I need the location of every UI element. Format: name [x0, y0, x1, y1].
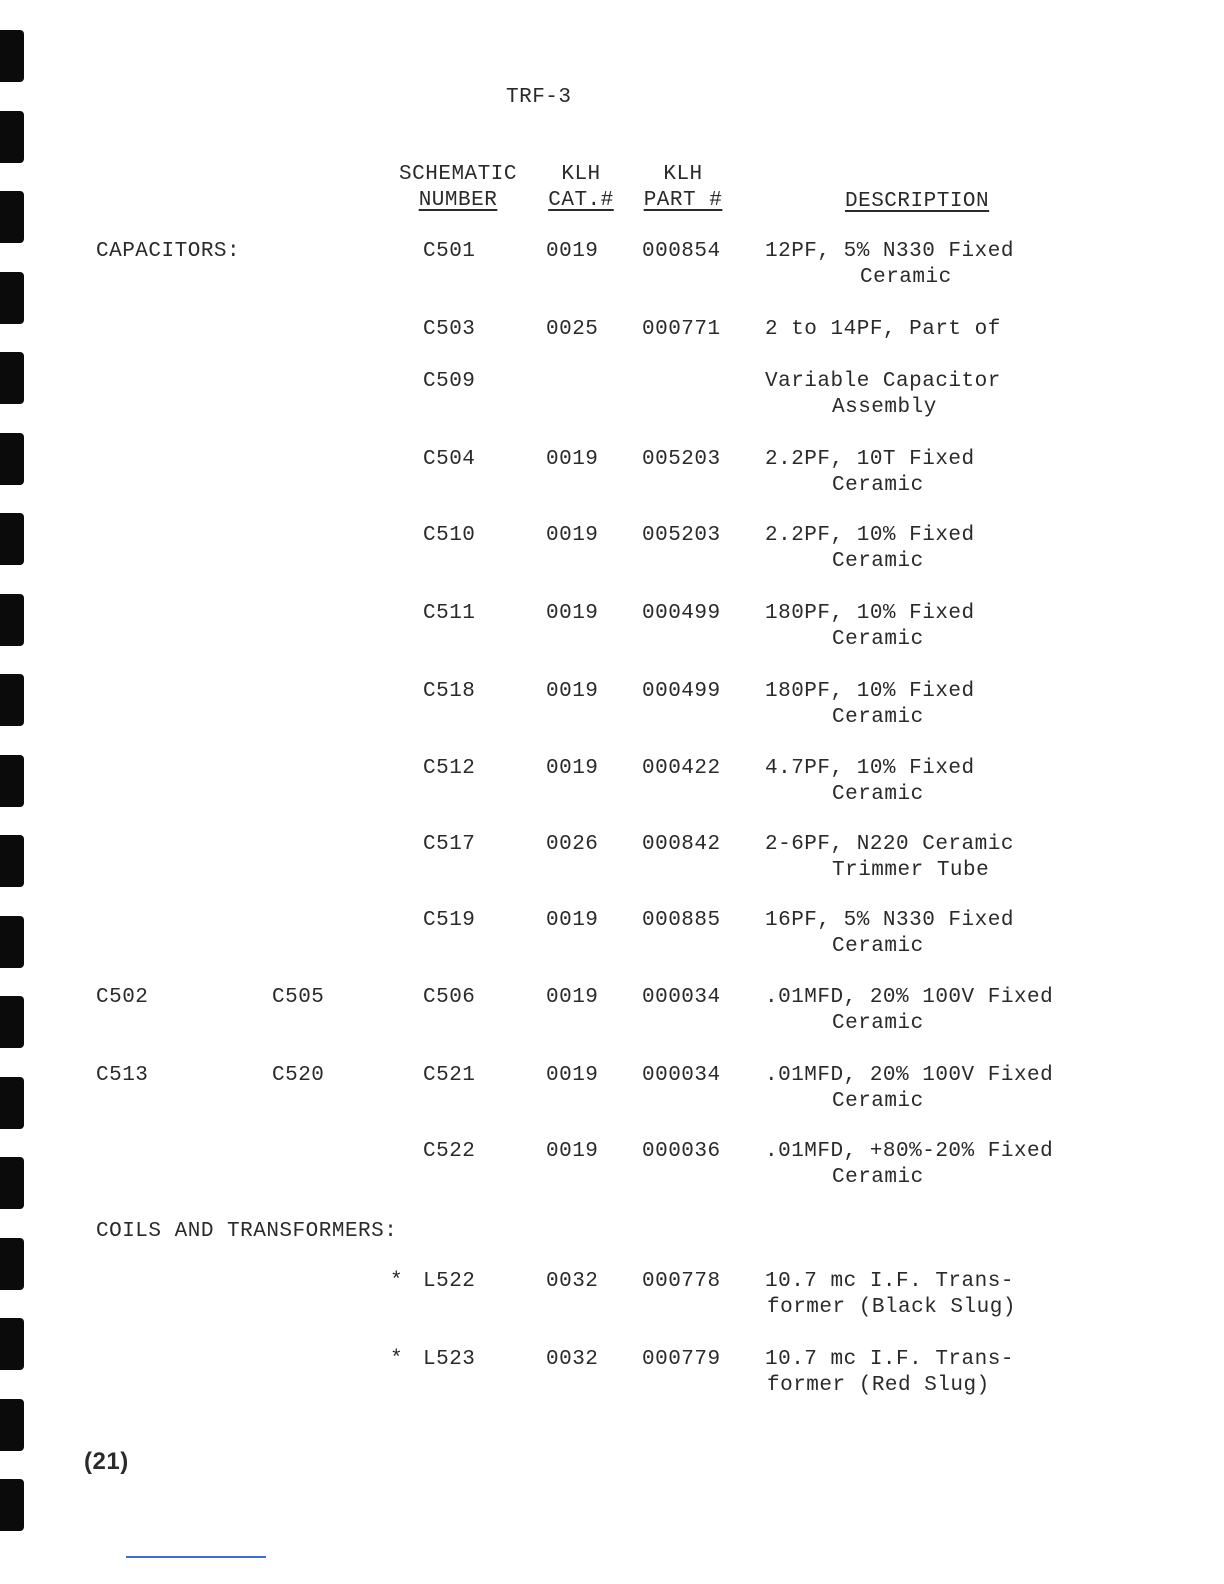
description-line2: Ceramic	[832, 550, 924, 573]
description-line2: Ceramic	[860, 266, 952, 289]
schematic-number: C518	[423, 680, 476, 703]
klh-cat-number: 0019	[546, 602, 599, 625]
description-line1: 2-6PF, N220 Ceramic	[765, 833, 1014, 856]
description-line1: 10.7 mc I.F. Trans-	[765, 1270, 1014, 1293]
extra-schematic-2: C520	[272, 1064, 325, 1087]
description-line2: Assembly	[832, 396, 937, 419]
klh-part-number: 005203	[642, 524, 721, 547]
bottom-rule	[126, 1556, 266, 1558]
klh-part-number: 000842	[642, 833, 721, 856]
asterisk-mark: *	[390, 1270, 404, 1293]
klh-part-number: 000422	[642, 757, 721, 780]
binding-hole	[0, 1399, 24, 1451]
binding-hole	[0, 594, 24, 646]
klh-part-number: 000036	[642, 1140, 721, 1163]
klh-cat-number: 0025	[546, 318, 599, 341]
description-line1: 180PF, 10% Fixed	[765, 602, 975, 625]
klh-part-number: 000034	[642, 986, 721, 1009]
klh-cat-number: 0019	[546, 909, 599, 932]
schematic-number: C501	[423, 240, 476, 263]
header-klh-cat	[542, 162, 620, 214]
klh-cat-number: 0019	[546, 680, 599, 703]
binding-hole	[0, 1077, 24, 1129]
binding-hole	[0, 835, 24, 887]
extra-schematic-1: C513	[96, 1064, 149, 1087]
description-line1: .01MFD, 20% 100V Fixed	[765, 986, 1054, 1009]
schematic-number: L523	[423, 1348, 476, 1371]
extra-schematic-1: C502	[96, 986, 149, 1009]
header-klh-part	[638, 162, 728, 214]
schematic-number: C511	[423, 602, 476, 625]
description-line2: Ceramic	[832, 783, 924, 806]
klh-part-number: 000778	[642, 1270, 721, 1293]
description-line2: former (Red Slug)	[767, 1374, 990, 1397]
klh-part-number: 000499	[642, 680, 721, 703]
binding-hole	[0, 755, 24, 807]
schematic-number: C510	[423, 524, 476, 547]
description-line1: 2.2PF, 10T Fixed	[765, 448, 975, 471]
description-line2: Ceramic	[832, 474, 924, 497]
binding-hole	[0, 111, 24, 163]
description-line2: Ceramic	[832, 1012, 924, 1035]
schematic-number: C506	[423, 986, 476, 1009]
klh-part-number: 005203	[642, 448, 721, 471]
klh-part-number: 000034	[642, 1064, 721, 1087]
binding-hole	[0, 1238, 24, 1290]
binding-hole	[0, 674, 24, 726]
schematic-number: L522	[423, 1270, 476, 1293]
description-line2: Ceramic	[832, 628, 924, 651]
klh-cat-number: 0019	[546, 1064, 599, 1087]
binding-hole	[0, 1479, 24, 1531]
description-line1: 12PF, 5% N330 Fixed	[765, 240, 1014, 263]
schematic-number: C519	[423, 909, 476, 932]
binding-hole	[0, 513, 24, 565]
description-line2: Ceramic	[832, 1166, 924, 1189]
extra-schematic-2: C505	[272, 986, 325, 1009]
description-line1: 16PF, 5% N330 Fixed	[765, 909, 1014, 932]
schematic-number: C504	[423, 448, 476, 471]
description-line1: Variable Capacitor	[765, 370, 1001, 393]
description-line1: 2 to 14PF, Part of	[765, 318, 1001, 341]
document-code: TRF-3	[506, 86, 572, 109]
schematic-number: C522	[423, 1140, 476, 1163]
klh-part-number: 000854	[642, 240, 721, 263]
klh-part-number: 000771	[642, 318, 721, 341]
description-line2: former (Black Slug)	[767, 1296, 1016, 1319]
schematic-number: C503	[423, 318, 476, 341]
klh-cat-number: 0026	[546, 833, 599, 856]
header-schematic-line1: SCHEMATIC	[399, 163, 517, 186]
klh-cat-number: 0032	[546, 1348, 599, 1371]
schematic-number: C509	[423, 370, 476, 393]
description-line2: Ceramic	[832, 706, 924, 729]
asterisk-mark: *	[390, 1348, 404, 1371]
klh-cat-number: 0019	[546, 240, 599, 263]
section-coils-transformers: COILS AND TRANSFORMERS:	[96, 1220, 398, 1243]
header-part-line1: KLH	[663, 163, 703, 186]
schematic-number: C521	[423, 1064, 476, 1087]
klh-cat-number: 0019	[546, 524, 599, 547]
description-line2: Ceramic	[832, 1090, 924, 1113]
schematic-number: C517	[423, 833, 476, 856]
header-cat-line2: CAT.#	[548, 189, 614, 212]
klh-cat-number: 0019	[546, 757, 599, 780]
klh-cat-number: 0019	[546, 448, 599, 471]
binding-hole	[0, 30, 24, 82]
binding-hole	[0, 433, 24, 485]
binding-hole	[0, 352, 24, 404]
header-description: DESCRIPTION	[845, 190, 990, 213]
description-line2: Ceramic	[832, 935, 924, 958]
header-schematic-number	[392, 162, 524, 214]
binding-hole	[0, 191, 24, 243]
description-line1: .01MFD, +80%-20% Fixed	[765, 1140, 1054, 1163]
klh-cat-number: 0032	[546, 1270, 599, 1293]
binding-hole	[0, 916, 24, 968]
klh-part-number: 000499	[642, 602, 721, 625]
header-part-line2: PART #	[643, 189, 723, 212]
description-line1: 2.2PF, 10% Fixed	[765, 524, 975, 547]
section-capacitors: CAPACITORS:	[96, 240, 241, 263]
page-number: (21)	[84, 1448, 129, 1475]
binding-hole	[0, 996, 24, 1048]
schematic-number: C512	[423, 757, 476, 780]
binding-hole	[0, 272, 24, 324]
klh-cat-number: 0019	[546, 986, 599, 1009]
klh-part-number: 000885	[642, 909, 721, 932]
binding-hole	[0, 1157, 24, 1209]
binding-hole	[0, 1318, 24, 1370]
description-line1: .01MFD, 20% 100V Fixed	[765, 1064, 1054, 1087]
description-line1: 4.7PF, 10% Fixed	[765, 757, 975, 780]
klh-cat-number: 0019	[546, 1140, 599, 1163]
header-cat-line1: KLH	[561, 163, 601, 186]
klh-part-number: 000779	[642, 1348, 721, 1371]
description-line1: 180PF, 10% Fixed	[765, 680, 975, 703]
spiral-binding	[0, 30, 30, 1540]
description-line1: 10.7 mc I.F. Trans-	[765, 1348, 1014, 1371]
header-schematic-line2: NUMBER	[418, 189, 498, 212]
description-line2: Trimmer Tube	[832, 859, 990, 882]
